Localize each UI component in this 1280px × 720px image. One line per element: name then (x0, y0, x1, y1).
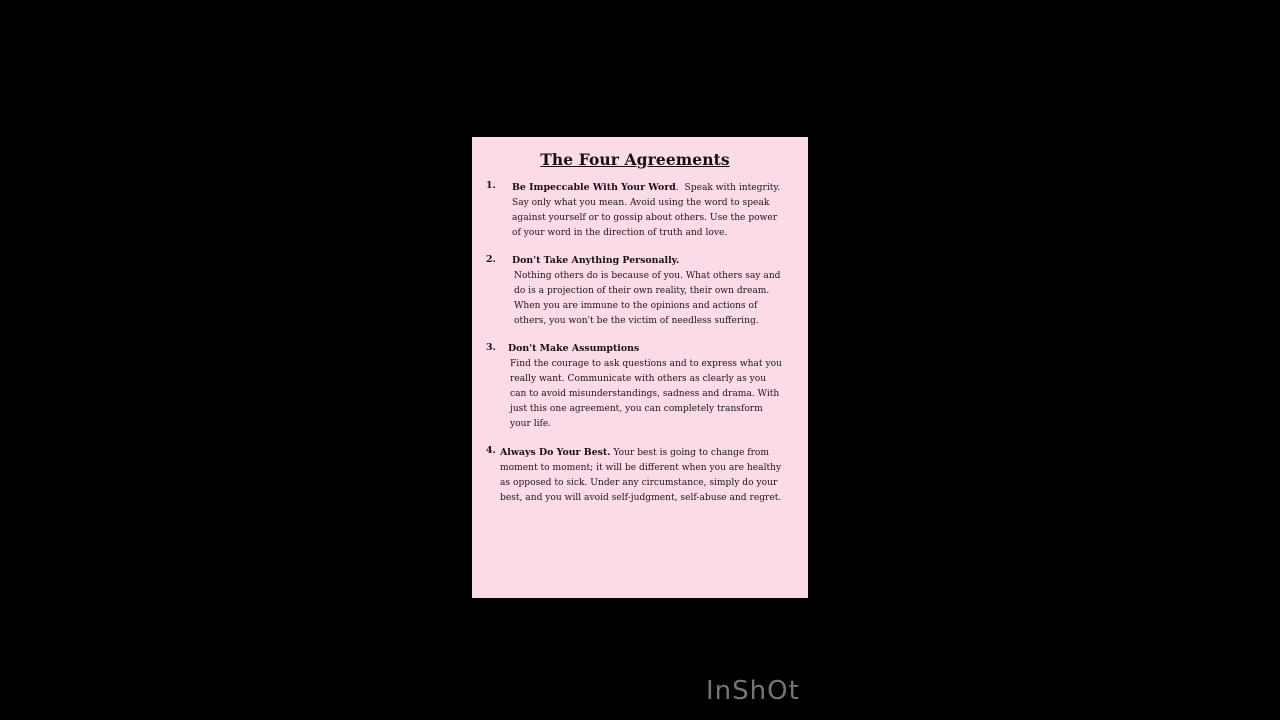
list-item (486, 342, 784, 432)
list-item-heading: Don't Make Assumptions (508, 343, 640, 355)
list-item-body: Nothing others do is because of you. What others say and do is a projection of their own reality, their own dream. When you are immune to the opinions and actions of others, you won't be the victim of needless suffering. (514, 271, 781, 327)
list-item (486, 254, 784, 329)
list-item-heading-suffix: . (675, 183, 679, 194)
list-item (486, 445, 784, 506)
list-item-text (512, 180, 784, 241)
list-item-text (508, 342, 784, 432)
list-item-number: 3. (486, 342, 496, 354)
list-item-number: 4. (486, 445, 496, 457)
list-item-heading: Don't Take Anything Personally. (512, 255, 680, 267)
list-item-body: Speak with integrity. Say only what you mean. Avoid using the word to speak against yourself or to gossip about others. Use the power of your word in the direction of truth and love. (512, 183, 781, 239)
list-item-body: Find the courage to ask questions and to express what you really want. Communicate with others as clearly as you can to avoid misunderstandings, sadness and drama. With just this one agreement, you can completely transform your life. (510, 359, 782, 430)
list-item-number: 1. (486, 180, 496, 192)
inshot-watermark: InShOt (706, 676, 800, 706)
list-item-number: 2. (486, 254, 496, 266)
list-item-body: Your best is going to change from moment to moment; it will be different when you are healthy as opposed to sick. Under any circumstance, simply do your best, and you will avoid self-judgment, self-abuse and regret. (500, 448, 782, 504)
list-item-heading: Be Impeccable With Your Word (512, 182, 676, 194)
list-item-text (500, 445, 784, 506)
list-item-heading: Always Do Your Best. (500, 447, 611, 459)
page-title: The Four Agreements (540, 150, 730, 169)
document-card (472, 137, 808, 598)
list-item (486, 180, 784, 241)
list-item-text (512, 254, 784, 329)
